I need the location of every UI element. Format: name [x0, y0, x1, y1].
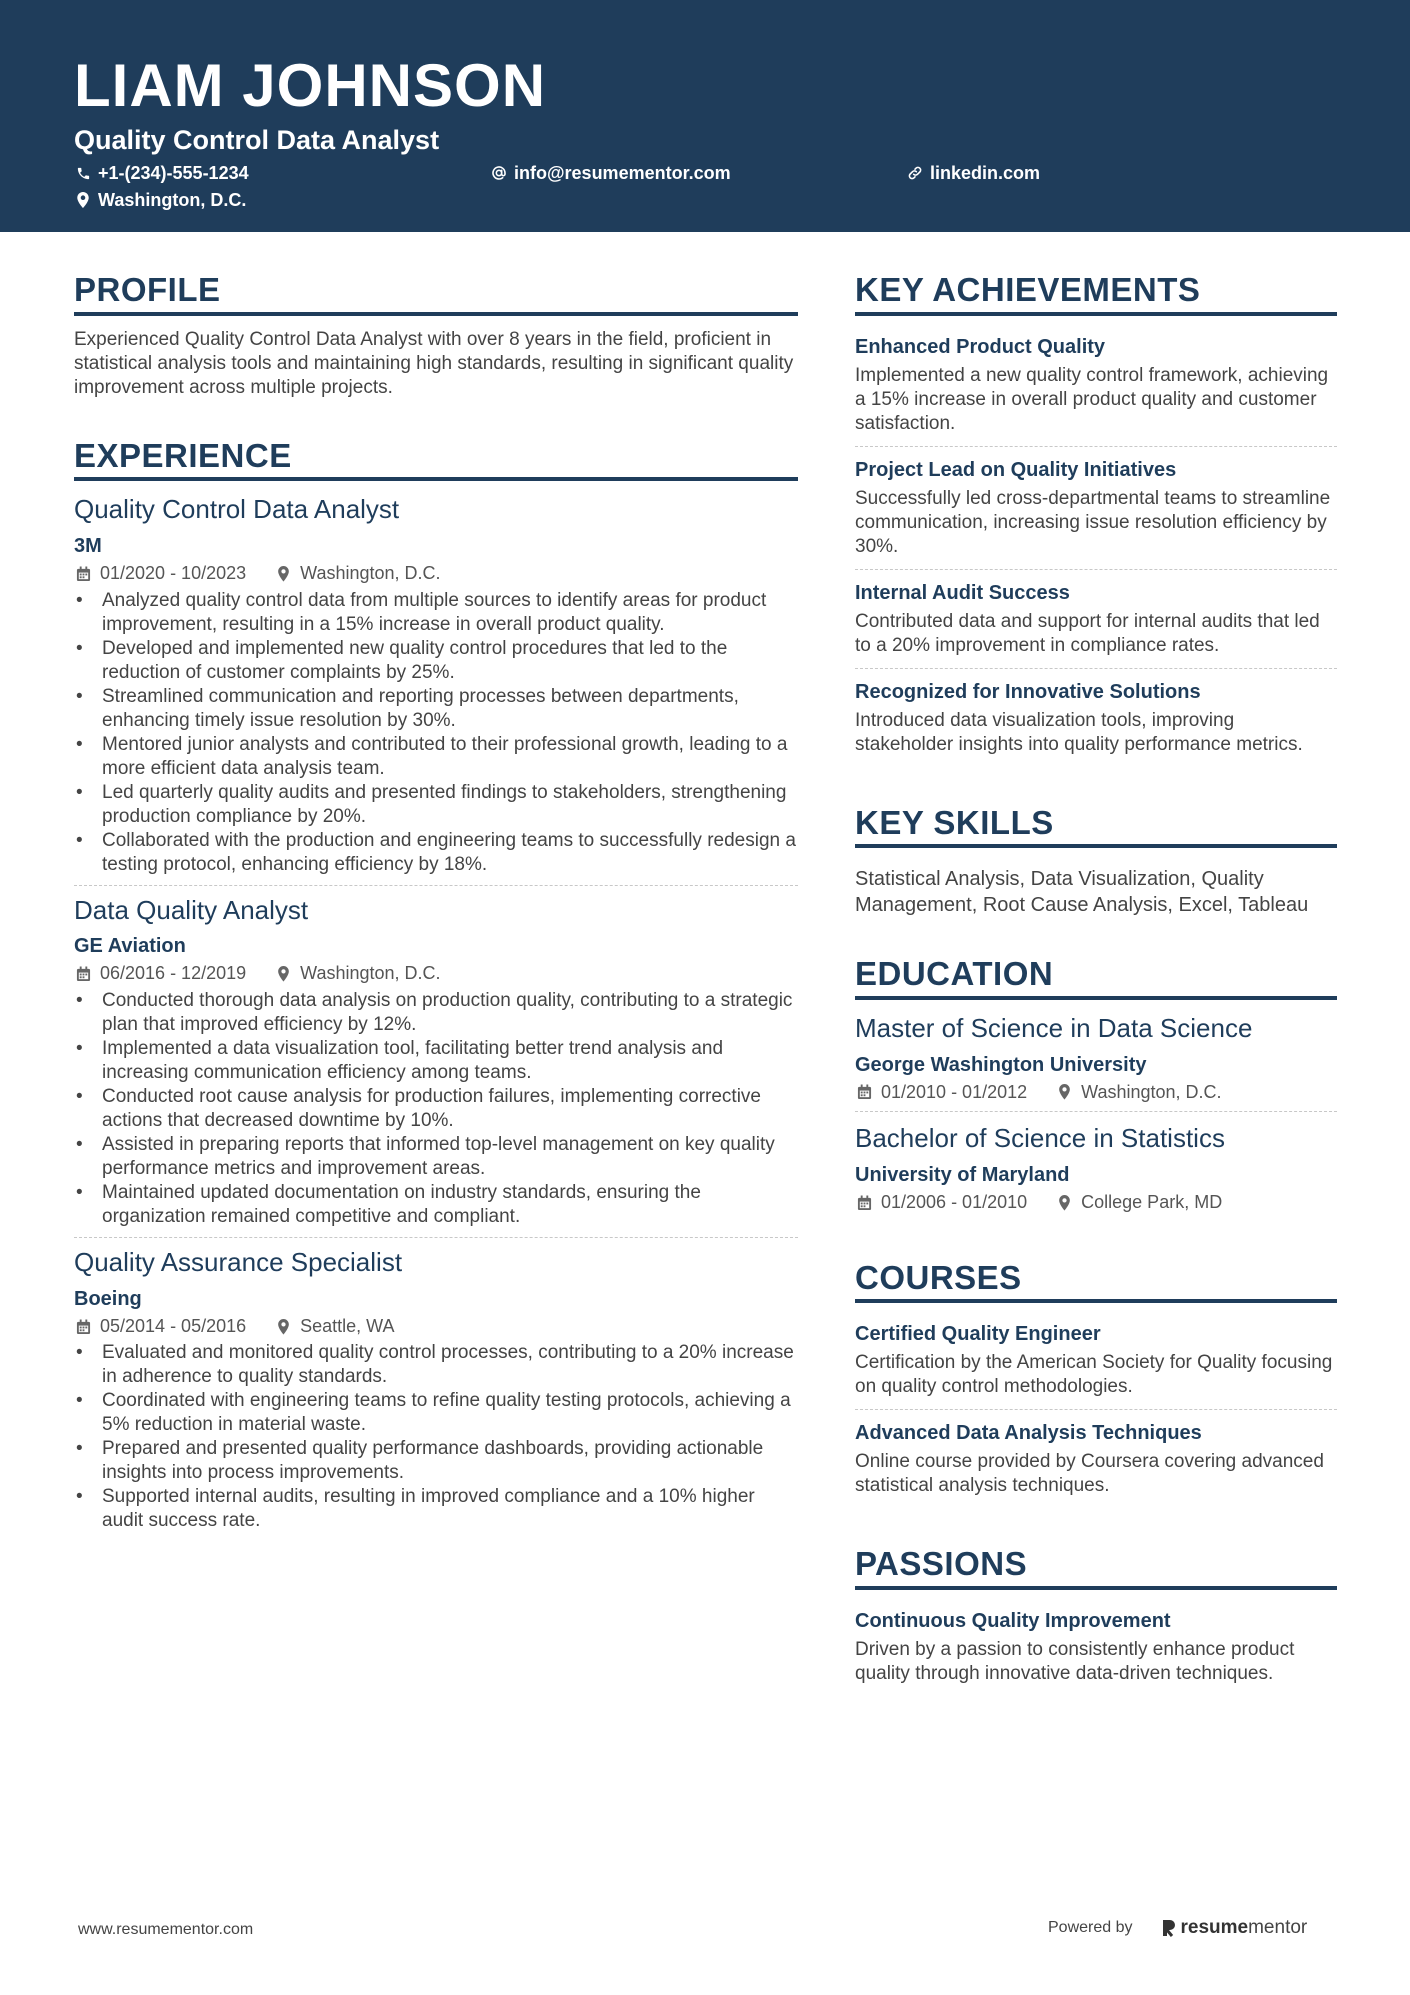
bullet-item: • Implemented a data visualization tool, facilitating better trend analysis and increasing communication efficiency among teams.: [74, 1037, 798, 1085]
calendar-icon: [855, 1083, 873, 1101]
job-entry: [74, 885, 798, 1237]
achievements-item-title: Recognized for Innovative Solutions: [855, 680, 1201, 703]
job-bullets: [74, 989, 798, 1229]
bullet-item: • Assisted in preparing reports that informed top-level management on key quality performance metrics and improvement areas.: [74, 1133, 798, 1181]
courses-heading: COURSES: [855, 1258, 1337, 1304]
passions-item-desc: Driven by a passion to consistently enhance product quality through innovative data-driven techniques.: [855, 1638, 1295, 1684]
bullet-item: • Streamlined communication and reporting processes between departments, enhancing timely issue resolution by 30%.: [74, 685, 798, 733]
passions-heading: PASSIONS: [855, 1544, 1337, 1590]
linkedin-text: linkedin.com: [930, 163, 1041, 183]
contact-phone[interactable]: [74, 164, 249, 182]
location: [1055, 1082, 1221, 1104]
bullet-item: • Prepared and presented quality performance dashboards, providing actionable insights into process improvements.: [74, 1437, 798, 1485]
experience-list: [74, 493, 798, 1541]
profile-heading: PROFILE: [74, 270, 798, 316]
location-text: Seattle, WA: [300, 1315, 395, 1336]
school-name: University of Maryland: [855, 1163, 1070, 1186]
location-text: Washington, D.C.: [300, 562, 441, 583]
location: [1055, 1192, 1222, 1214]
bullet-item: • Supported internal audits, resulting in improved compliance and a 10% higher audit success rate.: [74, 1485, 798, 1533]
courses-item-title: Certified Quality Engineer: [855, 1323, 1101, 1346]
date-range: 06/2016 - 12/2019: [100, 963, 247, 984]
calendar-icon: [74, 565, 92, 583]
company-name: GE Aviation: [74, 935, 186, 958]
location: [274, 563, 440, 585]
footer-branding: [1048, 1917, 1307, 1939]
bullet-item: • Analyzed quality control data from multiple sources to identify areas for product improvement, resulting in a 15% increase in overall product quality.: [74, 589, 798, 637]
left-column: [74, 270, 798, 1577]
contact-location: [74, 191, 246, 209]
right-column: [855, 270, 1337, 1732]
degree-title: Master of Science in Data Science: [855, 1012, 1253, 1043]
passions-item-title: Continuous Quality Improvement: [855, 1609, 1171, 1632]
location-pin-icon: [274, 1318, 292, 1336]
achievements-item-title: Project Lead on Quality Initiatives: [855, 458, 1177, 481]
date-location-row: [74, 563, 798, 585]
date-range: 05/2014 - 05/2016: [100, 1315, 247, 1336]
bullet-item: • Evaluated and monitored quality control processes, contributing to a 20% increase in adherence to quality standards.: [74, 1341, 798, 1389]
candidate-title: Quality Control Data Analyst: [74, 125, 440, 155]
bullet-item: • Conducted thorough data analysis on production quality, contributing to a strategic plan that improved efficiency by 12%.: [74, 989, 798, 1037]
candidate-name: LIAM JOHNSON: [74, 52, 547, 119]
passions-list: [855, 1602, 1337, 1696]
location-pin-icon: [274, 565, 292, 583]
bullet-item: • Developed and implemented new quality control procedures that led to the reduction of customer complaints by 25%.: [74, 637, 798, 685]
achievements-list: [855, 328, 1337, 767]
job-bullets: [74, 589, 798, 877]
date-location-row: [855, 1082, 1337, 1104]
job-entry: [74, 493, 798, 884]
profile-section: [74, 270, 798, 400]
achievements-section: [855, 270, 1337, 767]
bullet-item: • Collaborated with the production and engineering teams to successfully redesign a testing protocol, enhancing efficiency by 18%.: [74, 829, 798, 877]
education-heading: EDUCATION: [855, 954, 1337, 1000]
brand-logo[interactable]: [1161, 1917, 1308, 1939]
job-title: Quality Control Data Analyst: [74, 494, 400, 525]
courses-list: [855, 1315, 1337, 1508]
passions-section: [855, 1544, 1337, 1696]
link-icon: [906, 164, 924, 182]
job-bullets: [74, 1341, 798, 1533]
bullet-item: • Coordinated with engineering teams to refine quality testing protocols, achieving a 5% reduction in material waste.: [74, 1389, 798, 1437]
location-text: College Park, MD: [1081, 1191, 1223, 1212]
location-pin-icon: [274, 965, 292, 983]
location: [274, 1316, 394, 1338]
education-entry: [855, 1111, 1337, 1221]
company-name: Boeing: [74, 1287, 142, 1310]
calendar-icon: [74, 1318, 92, 1336]
school-name: George Washington University: [855, 1053, 1147, 1076]
achievements-item-desc: Contributed data and support for internal audits that led to a 20% improvement in compliance rates.: [855, 610, 1320, 656]
company-name: 3M: [74, 534, 102, 557]
experience-heading: EXPERIENCE: [74, 436, 798, 482]
date-range: 01/2010 - 01/2012: [881, 1081, 1028, 1102]
courses-item-desc: Online course provided by Coursera covering advanced statistical analysis techniques.: [855, 1451, 1324, 1497]
location-pin-icon: [1055, 1083, 1073, 1101]
email-text: info@resumementor.com: [514, 163, 731, 183]
achievements-item: [855, 569, 1337, 668]
achievements-item: [855, 446, 1337, 569]
experience-section: [74, 436, 798, 1542]
location: [274, 963, 440, 985]
profile-text: Experienced Quality Control Data Analyst with over 8 years in the field, proficient in statistical analysis tools and maintaining high standards, resulting in significant quality improvement across multiple projects.: [74, 328, 794, 398]
job-entry: [74, 1237, 798, 1541]
achievements-item-title: Internal Audit Success: [855, 581, 1070, 604]
contact-email[interactable]: [490, 164, 731, 182]
at-icon: [490, 164, 508, 182]
bullet-item: • Conducted root cause analysis for production failures, implementing corrective actions that decreased downtime by 10%.: [74, 1085, 798, 1133]
date-range: 01/2006 - 01/2010: [881, 1191, 1028, 1212]
education-section: [855, 954, 1337, 1221]
education-entry: [855, 1012, 1337, 1111]
bullet-item: • Led quarterly quality audits and presented findings to stakeholders, strengthening production compliance by 20%.: [74, 781, 798, 829]
phone-icon: [74, 164, 92, 182]
location-text: Washington, D.C.: [98, 190, 247, 210]
achievements-item: [855, 668, 1337, 767]
job-title: Data Quality Analyst: [74, 894, 309, 925]
location-text: Washington, D.C.: [300, 963, 441, 984]
achievements-item-desc: Introduced data visualization tools, improving stakeholder insights into quality performance metrics.: [855, 709, 1303, 755]
powered-by-text: Powered by: [1048, 1919, 1133, 1936]
courses-item-title: Advanced Data Analysis Techniques: [855, 1422, 1202, 1445]
bullet-item: • Maintained updated documentation on industry standards, ensuring the organization remained competitive and compliant.: [74, 1181, 798, 1229]
resume-header: [0, 0, 1410, 232]
calendar-icon: [855, 1194, 873, 1212]
bullet-item: • Mentored junior analysts and contributed to their professional growth, leading to a more efficient data analysis team.: [74, 733, 798, 781]
skills-text: Statistical Analysis, Data Visualization, Quality Management, Root Cause Analysis, Excel, Tableau: [855, 868, 1309, 917]
date-location-row: [74, 1316, 798, 1338]
resumementor-logo-icon: [1161, 1918, 1177, 1938]
courses-section: [855, 1258, 1337, 1509]
courses-item: [855, 1315, 1337, 1409]
degree-title: Bachelor of Science in Statistics: [855, 1123, 1225, 1154]
courses-item-desc: Certification by the American Society for Quality focusing on quality control methodologies.: [855, 1352, 1333, 1398]
location-text: Washington, D.C.: [1081, 1081, 1222, 1102]
brand-bold: resume: [1180, 1917, 1249, 1938]
skills-section: [855, 803, 1337, 919]
location-pin-icon: [1055, 1194, 1073, 1212]
achievements-heading: KEY ACHIEVEMENTS: [855, 270, 1337, 316]
achievements-item: [855, 328, 1337, 446]
brand-light: mentor: [1248, 1917, 1308, 1938]
achievements-item-desc: Implemented a new quality control framework, achieving a 15% increase in overall product quality and customer satisfaction.: [855, 364, 1329, 434]
contact-linkedin[interactable]: [906, 164, 1040, 182]
date-location-row: [74, 963, 798, 985]
calendar-icon: [74, 965, 92, 983]
passions-item: [855, 1602, 1337, 1696]
date-location-row: [855, 1192, 1337, 1214]
achievements-item-title: Enhanced Product Quality: [855, 335, 1106, 358]
phone-text: +1-(234)-555-1234: [98, 163, 249, 183]
footer-website[interactable]: www.resumementor.com: [78, 1921, 254, 1938]
achievements-item-desc: Successfully led cross-departmental teams to streamline communication, increasing issue resolution efficiency by 30%.: [855, 487, 1331, 557]
courses-item: [855, 1409, 1337, 1508]
education-list: [855, 1012, 1337, 1222]
location-pin-icon: [74, 191, 92, 209]
date-range: 01/2020 - 10/2023: [100, 562, 247, 583]
job-title: Quality Assurance Specialist: [74, 1246, 403, 1277]
skills-heading: KEY SKILLS: [855, 803, 1337, 849]
